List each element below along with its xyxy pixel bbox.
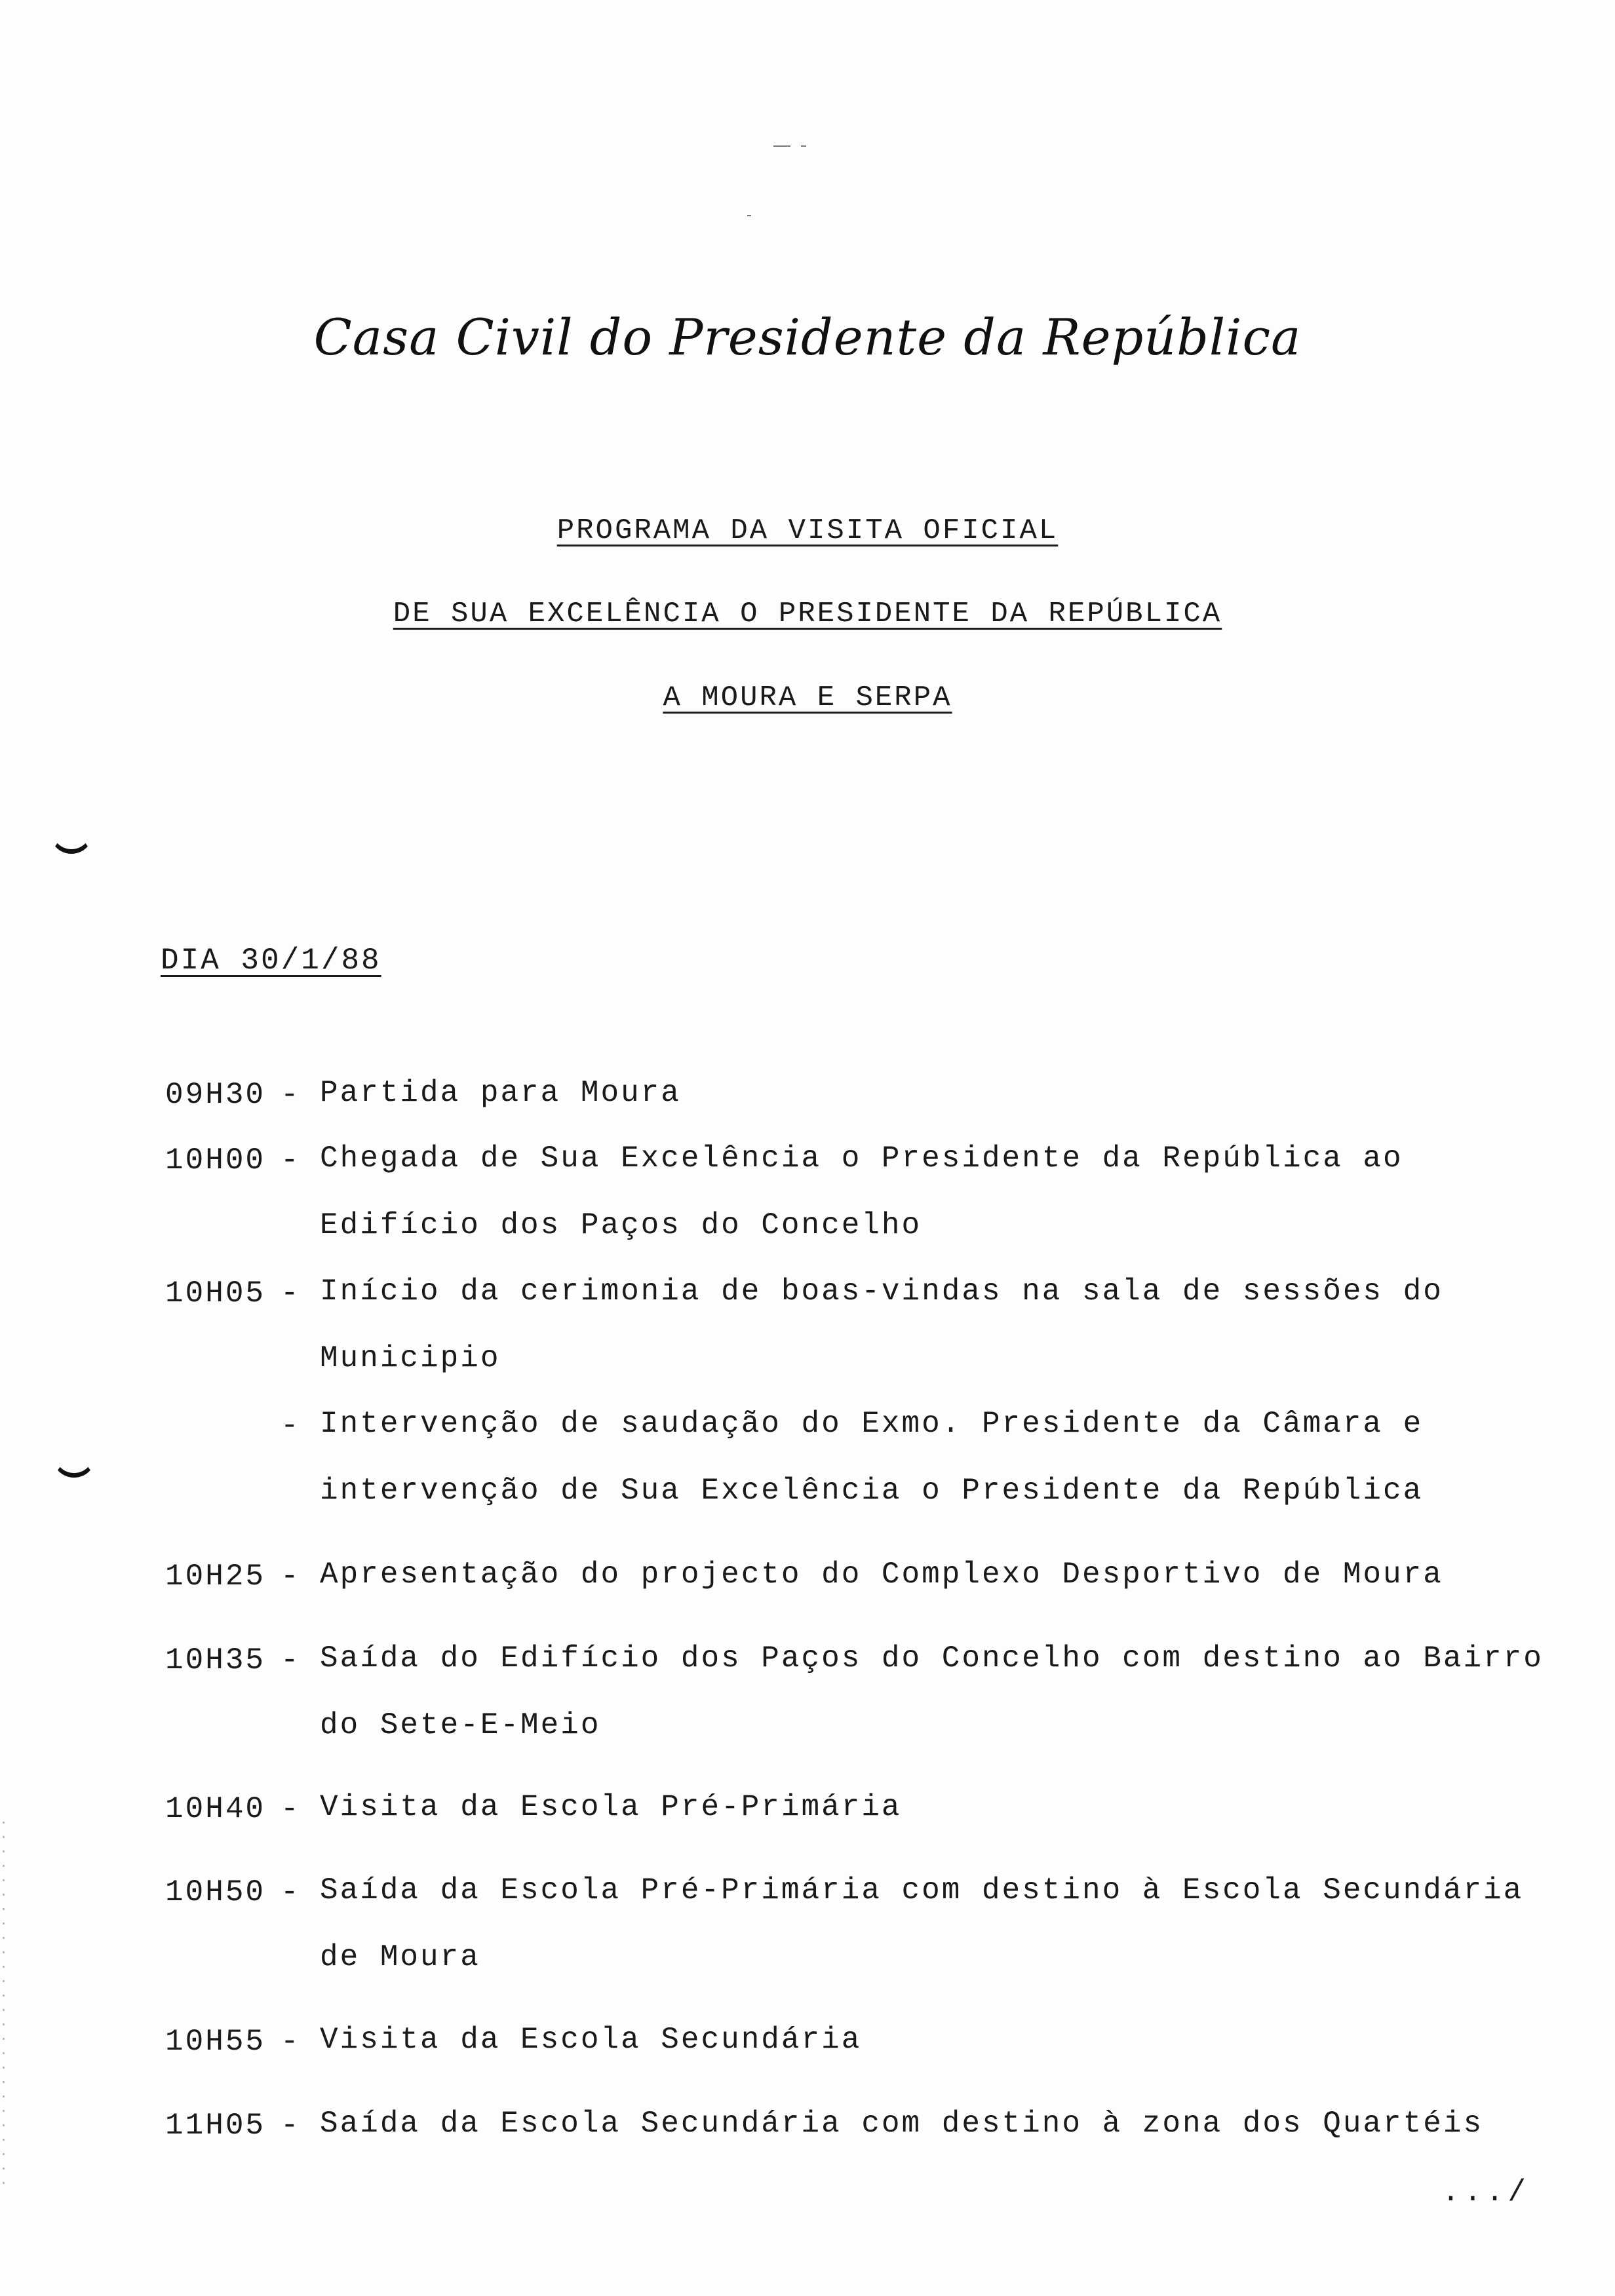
entry-text: Apresentação do projecto do Complexo Desportivo de Moura — [320, 1558, 1443, 1592]
continuation-mark: .../ — [1441, 2175, 1530, 2210]
entry-dash: - — [281, 1643, 301, 1677]
entry-text: Partida para Moura — [320, 1076, 681, 1110]
scan-speck — [773, 145, 790, 147]
entry-time: 10H25 — [165, 1559, 266, 1594]
title-line-3 — [0, 681, 1615, 714]
entry-text: Visita da Escola Pré-Primária — [320, 1790, 902, 1824]
entry-time: 10H40 — [165, 1792, 266, 1826]
entry-dash: - — [281, 1875, 301, 1909]
entry-text: Início da cerimonia de boas-vindas na sala de sessões do Municipio — [320, 1274, 1443, 1375]
title-line-2 — [0, 598, 1615, 630]
date-label: DIA 30/1/88 — [161, 944, 381, 978]
entry-time: 10H35 — [165, 1643, 266, 1677]
entry-text: Visita da Escola Secundária — [320, 2023, 862, 2057]
entry-dash: - — [281, 1143, 301, 1177]
title-line-1-text: PROGRAMA DA VISITA OFICIAL — [556, 514, 1059, 547]
entry-dash: - — [281, 2109, 301, 2143]
entry-time: 10H00 — [165, 1143, 266, 1177]
entry-dash: - — [281, 1792, 301, 1826]
entry-time: 10H55 — [165, 2025, 266, 2059]
entry-dash: - — [281, 2025, 301, 2059]
scan-speck — [801, 145, 806, 147]
binding-mark — [50, 831, 93, 854]
entry-dash: - — [281, 1078, 301, 1112]
scan-speck — [747, 215, 751, 216]
entry-dash: - — [281, 1276, 301, 1311]
entry-time: 10H05 — [165, 1276, 266, 1311]
entry-time: 09H30 — [165, 1078, 266, 1112]
entry-text: Saída da Escola Pré-Primária com destino à Escola Secundária de Moura — [320, 1873, 1524, 1974]
entry-time: 10H50 — [165, 1875, 266, 1909]
entry-text: Chegada de Sua Excelência o Presidente da República ao Edifício dos Paços do Concelho — [320, 1141, 1403, 1242]
title-line-2-text: DE SUA EXCELÊNCIA O PRESIDENTE DA REPÚBLICA — [393, 598, 1222, 630]
entry-dash: - — [281, 1559, 301, 1594]
entry-text: Saída da Escola Secundária com destino à zona dos Quartéis — [320, 2107, 1484, 2141]
title-line-3-text: A MOURA E SERPA — [663, 681, 952, 714]
binding-mark — [52, 1455, 96, 1478]
entry-text: Saída do Edifício dos Paços do Concelho com destino ao Bairro do Sete-E-Meio — [320, 1641, 1544, 1742]
entry-dash: - — [281, 1409, 301, 1443]
entry-text: Intervenção de saudação do Exmo. Presidente da Câmara e intervenção de Sua Excelência o Presidente da República — [320, 1407, 1424, 1508]
letterhead: Casa Civil do Presidente da República — [313, 308, 1302, 366]
scan-edge-dots — [3, 1822, 5, 2189]
title-line-1 — [0, 514, 1615, 547]
entry-time: 11H05 — [165, 2109, 266, 2143]
